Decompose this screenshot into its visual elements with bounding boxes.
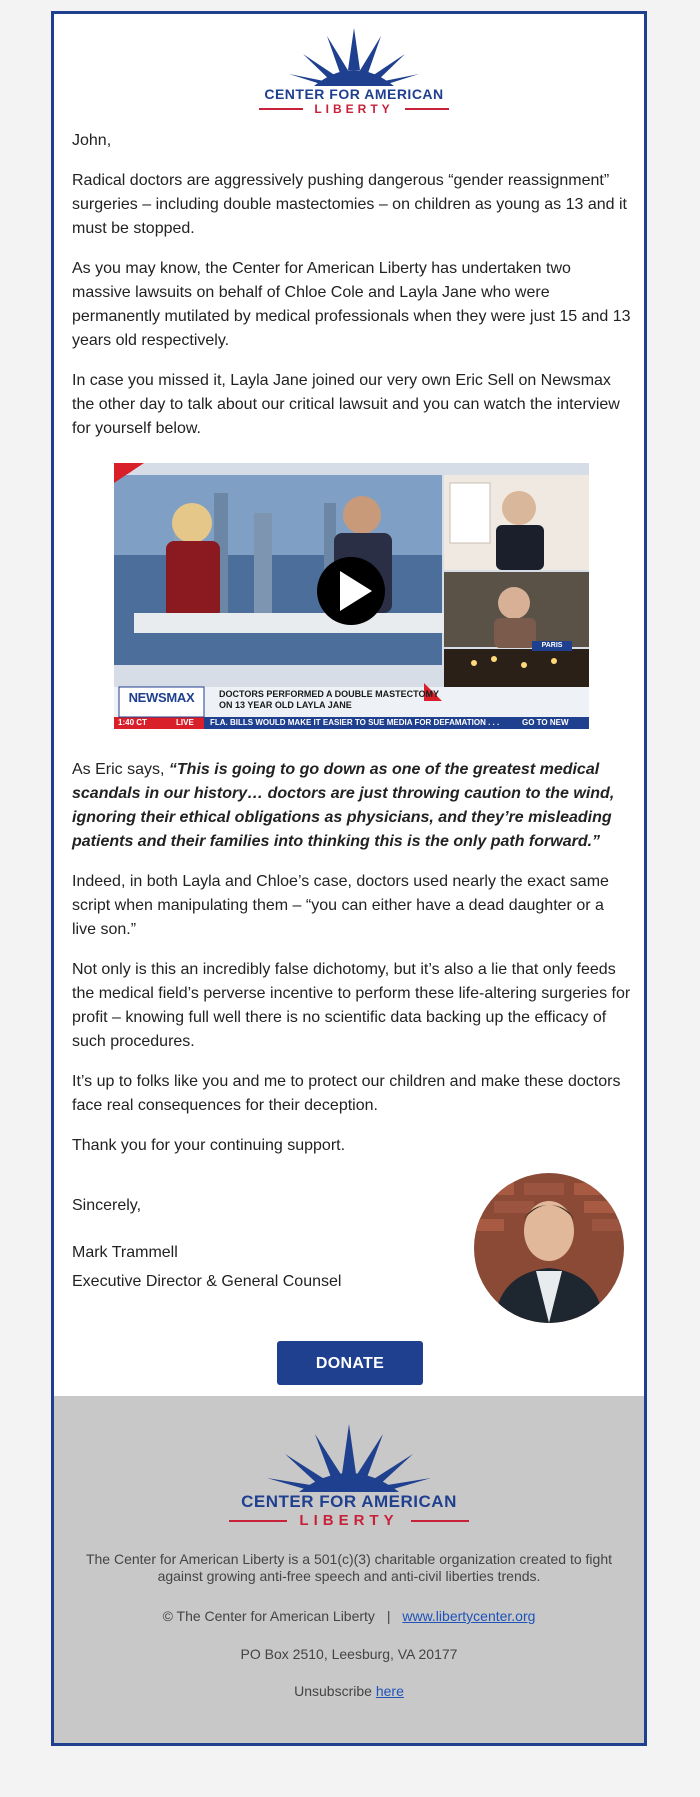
- logo-rule-left: [259, 108, 303, 110]
- video-ticker-right: GO TO NEW: [522, 718, 569, 727]
- quote-text: “This is going to go down as one of the greatest medical scandals in our history… doctors are just throwing caution to the wind, ignoring their ethical obligations as physicians, and they’re misleading patients and their families into thinking this is the only path forward.”: [72, 761, 615, 850]
- footer-copyright-line: [84, 1608, 614, 1625]
- paragraph-quote: [72, 758, 632, 854]
- paragraph-8: Thank you for your continuing support.: [72, 1137, 346, 1154]
- header-org-name: CENTER FOR AMERICAN: [264, 86, 444, 102]
- unsubscribe-link[interactable]: here: [375, 1683, 404, 1699]
- footer-sunburst-logo-icon: [229, 1422, 469, 1492]
- email-body: [72, 129, 632, 457]
- signer-title: Executive Director & General Counsel: [72, 1273, 342, 1290]
- quote-intro: As Eric says,: [72, 761, 169, 778]
- signer-avatar: [474, 1173, 624, 1323]
- video-headline-line2: ON 13 YEAR OLD LAYLA JANE: [219, 700, 352, 710]
- footer-copyright: © The Center for American Liberty: [162, 1608, 375, 1624]
- logo-rule-right: [405, 108, 449, 110]
- sunburst-logo-icon: [259, 26, 449, 86]
- paragraph-6: Not only is this an incredibly false dichotomy, but it’s also a lie that only feeds the medical field’s perverse incentive to perform these life-altering surgeries for profit – knowing full well there is no scientific data backing up the efficacy of such procedures.: [72, 961, 631, 1050]
- video-thumbnail[interactable]: [114, 463, 589, 729]
- footer-org-subname: LIBERTY: [299, 1512, 399, 1529]
- donate-button[interactable]: DONATE: [277, 1341, 423, 1385]
- footer-website-link[interactable]: www.libertycenter.org: [402, 1608, 536, 1624]
- header-org-subname: LIBERTY: [314, 102, 394, 116]
- signer-name: Mark Trammell: [72, 1244, 178, 1261]
- footer-description: The Center for American Liberty is a 501(c)(3) charitable organization created to fight against growing anti-free speech and anti-civil liberties trends.: [85, 1551, 613, 1584]
- paragraph-7: It’s up to folks like you and me to protect our children and make these doctors face real consequences for their deception.: [72, 1073, 621, 1114]
- header-logo[interactable]: [259, 26, 449, 116]
- footer-address: PO Box 2510, Leesburg, VA 20177: [240, 1646, 458, 1662]
- footer-separator: |: [386, 1608, 391, 1624]
- footer-rule-left: [229, 1520, 287, 1522]
- paragraph-3: In case you missed it, Layla Jane joined our very own Eric Sell on Newsmax the other day to talk about our critical lawsuit and you can watch the interview for yourself below.: [72, 372, 620, 437]
- video-headline-line1: DOCTORS PERFORMED A DOUBLE MASTECTOMY: [219, 689, 440, 699]
- closing: Sincerely,: [72, 1197, 142, 1214]
- paragraph-2: As you may know, the Center for American Liberty has undertaken two massive lawsuits on behalf of Chloe Cole and Layla Jane who were permanently mutilated by medical professionals when they were just 15 and 13 years old respectively.: [72, 260, 631, 349]
- video-ticker: FLA. BILLS WOULD MAKE IT EASIER TO SUE MEDIA FOR DEFAMATION . . .: [210, 718, 500, 727]
- footer-logo[interactable]: [229, 1422, 469, 1532]
- video-location: PARIS: [541, 642, 563, 649]
- signature-block: [72, 1194, 452, 1294]
- footer-rule-right: [411, 1520, 469, 1522]
- footer-unsubscribe-line: [84, 1683, 614, 1700]
- video-live-badge: LIVE: [176, 718, 194, 727]
- portrait-icon: [474, 1173, 624, 1323]
- footer: [54, 1396, 644, 1743]
- video-network: NEWSMAX: [128, 690, 195, 705]
- unsubscribe-prefix: Unsubscribe: [294, 1683, 372, 1699]
- email-body-continued: [72, 758, 632, 1174]
- paragraph-1: Radical doctors are aggressively pushing dangerous “gender reassignment” surgeries – including double mastectomies – on children as young as 13 and it must be stopped.: [72, 172, 627, 237]
- paragraph-5: Indeed, in both Layla and Chloe’s case, doctors used nearly the exact same script when manipulating them – “you can either have a dead daughter or a live son.”: [72, 873, 609, 938]
- email-frame: [51, 11, 647, 1746]
- video-time: 1:40 CT: [118, 718, 147, 727]
- salutation: John,: [72, 132, 112, 149]
- footer-org-name: CENTER FOR AMERICAN: [241, 1492, 457, 1511]
